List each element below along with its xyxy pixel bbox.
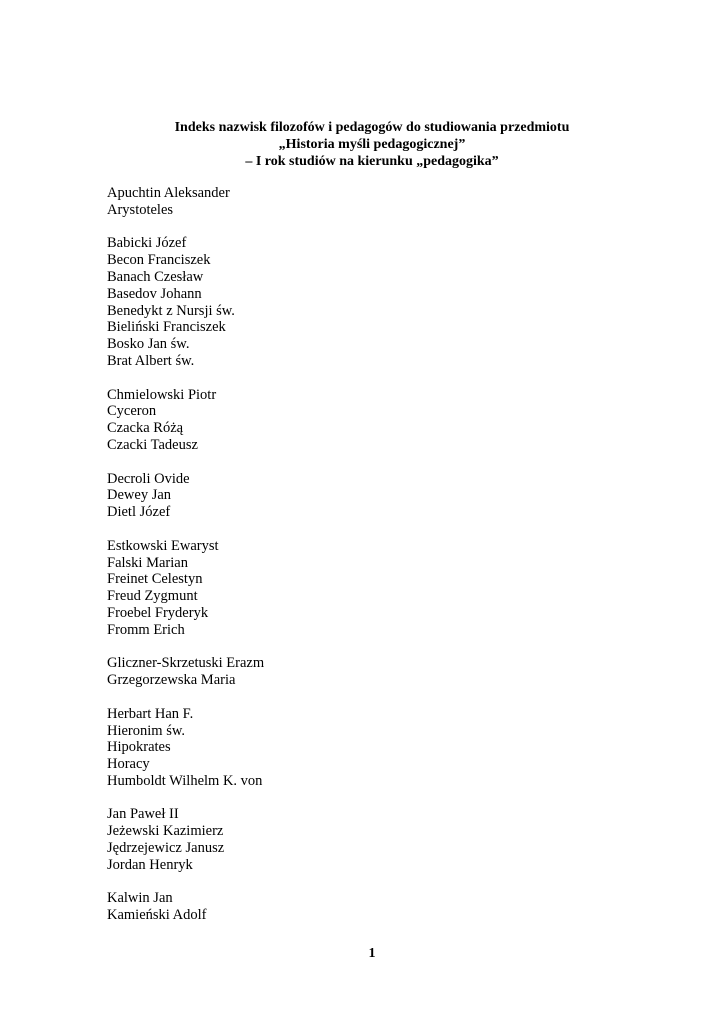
- index-entry: Freinet Celestyn: [107, 571, 203, 588]
- name-group: [107, 185, 264, 219]
- name-group: [107, 655, 264, 689]
- index-entry: Decroli Ovide: [107, 470, 190, 487]
- title-line: Indeks nazwisk filozofów i pedagogów do studiowania przedmiotu: [174, 120, 570, 135]
- index-entry: Benedykt z Nursji św.: [107, 302, 235, 319]
- index-entry: Basedov Johann: [107, 285, 202, 302]
- index-entry: Horacy: [107, 756, 150, 773]
- index-entry: Babicki Józef: [107, 235, 187, 252]
- index-entry: Hieronim św.: [107, 722, 185, 739]
- index-entry: Jędrzejewicz Janusz: [107, 840, 225, 857]
- index-entry: Humboldt Wilhelm K. von: [107, 772, 263, 789]
- index-entry: Gliczner-Skrzetuski Erazm: [107, 655, 265, 672]
- index-entry: Brat Albert św.: [107, 352, 195, 369]
- index-entry: Freud Zygmunt: [107, 588, 198, 605]
- index-entry: Chmielowski Piotr: [107, 386, 217, 403]
- index-entry: Kalwin Jan: [107, 890, 173, 907]
- index-entry: Cyceron: [107, 403, 157, 420]
- index-entry: Czacka Różą: [107, 420, 184, 437]
- document-title: [0, 119, 724, 170]
- name-group: [107, 471, 264, 521]
- name-group: [107, 235, 264, 369]
- index-entry: Grzegorzewska Maria: [107, 672, 236, 689]
- index-entry: Falski Marian: [107, 554, 188, 571]
- name-group: [107, 890, 264, 924]
- name-index: [107, 185, 264, 941]
- index-entry: Becon Franciszek: [107, 252, 211, 269]
- index-entry: Kamieński Adolf: [107, 907, 207, 924]
- index-entry: Hipokrates: [107, 739, 171, 756]
- index-entry: Banach Czesław: [107, 268, 204, 285]
- index-entry: Dietl Józef: [107, 504, 171, 521]
- index-entry: Estkowski Ewaryst: [107, 537, 219, 554]
- title-line: „Historia myśli pedagogicznej”: [278, 137, 466, 152]
- index-entry: Apuchtin Aleksander: [107, 185, 230, 201]
- title-line: – I rok studiów na kierunku „pedagogika”: [245, 154, 499, 169]
- index-entry: Froebel Fryderyk: [107, 604, 209, 621]
- index-entry: Jeżewski Kazimierz: [107, 823, 224, 840]
- index-entry: Fromm Erich: [107, 621, 185, 638]
- index-entry: Jan Paweł II: [107, 806, 179, 823]
- index-entry: Jordan Henryk: [107, 856, 193, 873]
- index-entry: Czacki Tadeusz: [107, 436, 198, 453]
- page-number: 1: [368, 946, 376, 961]
- name-group: [107, 706, 264, 790]
- name-group: [107, 538, 264, 639]
- index-entry: Bosko Jan św.: [107, 336, 190, 353]
- name-group: [107, 387, 264, 454]
- index-entry: Arystoteles: [107, 201, 174, 218]
- index-entry: Dewey Jan: [107, 487, 172, 504]
- name-group: [107, 806, 264, 873]
- index-entry: Bieliński Franciszek: [107, 319, 226, 336]
- index-entry: Herbart Han F.: [107, 705, 194, 722]
